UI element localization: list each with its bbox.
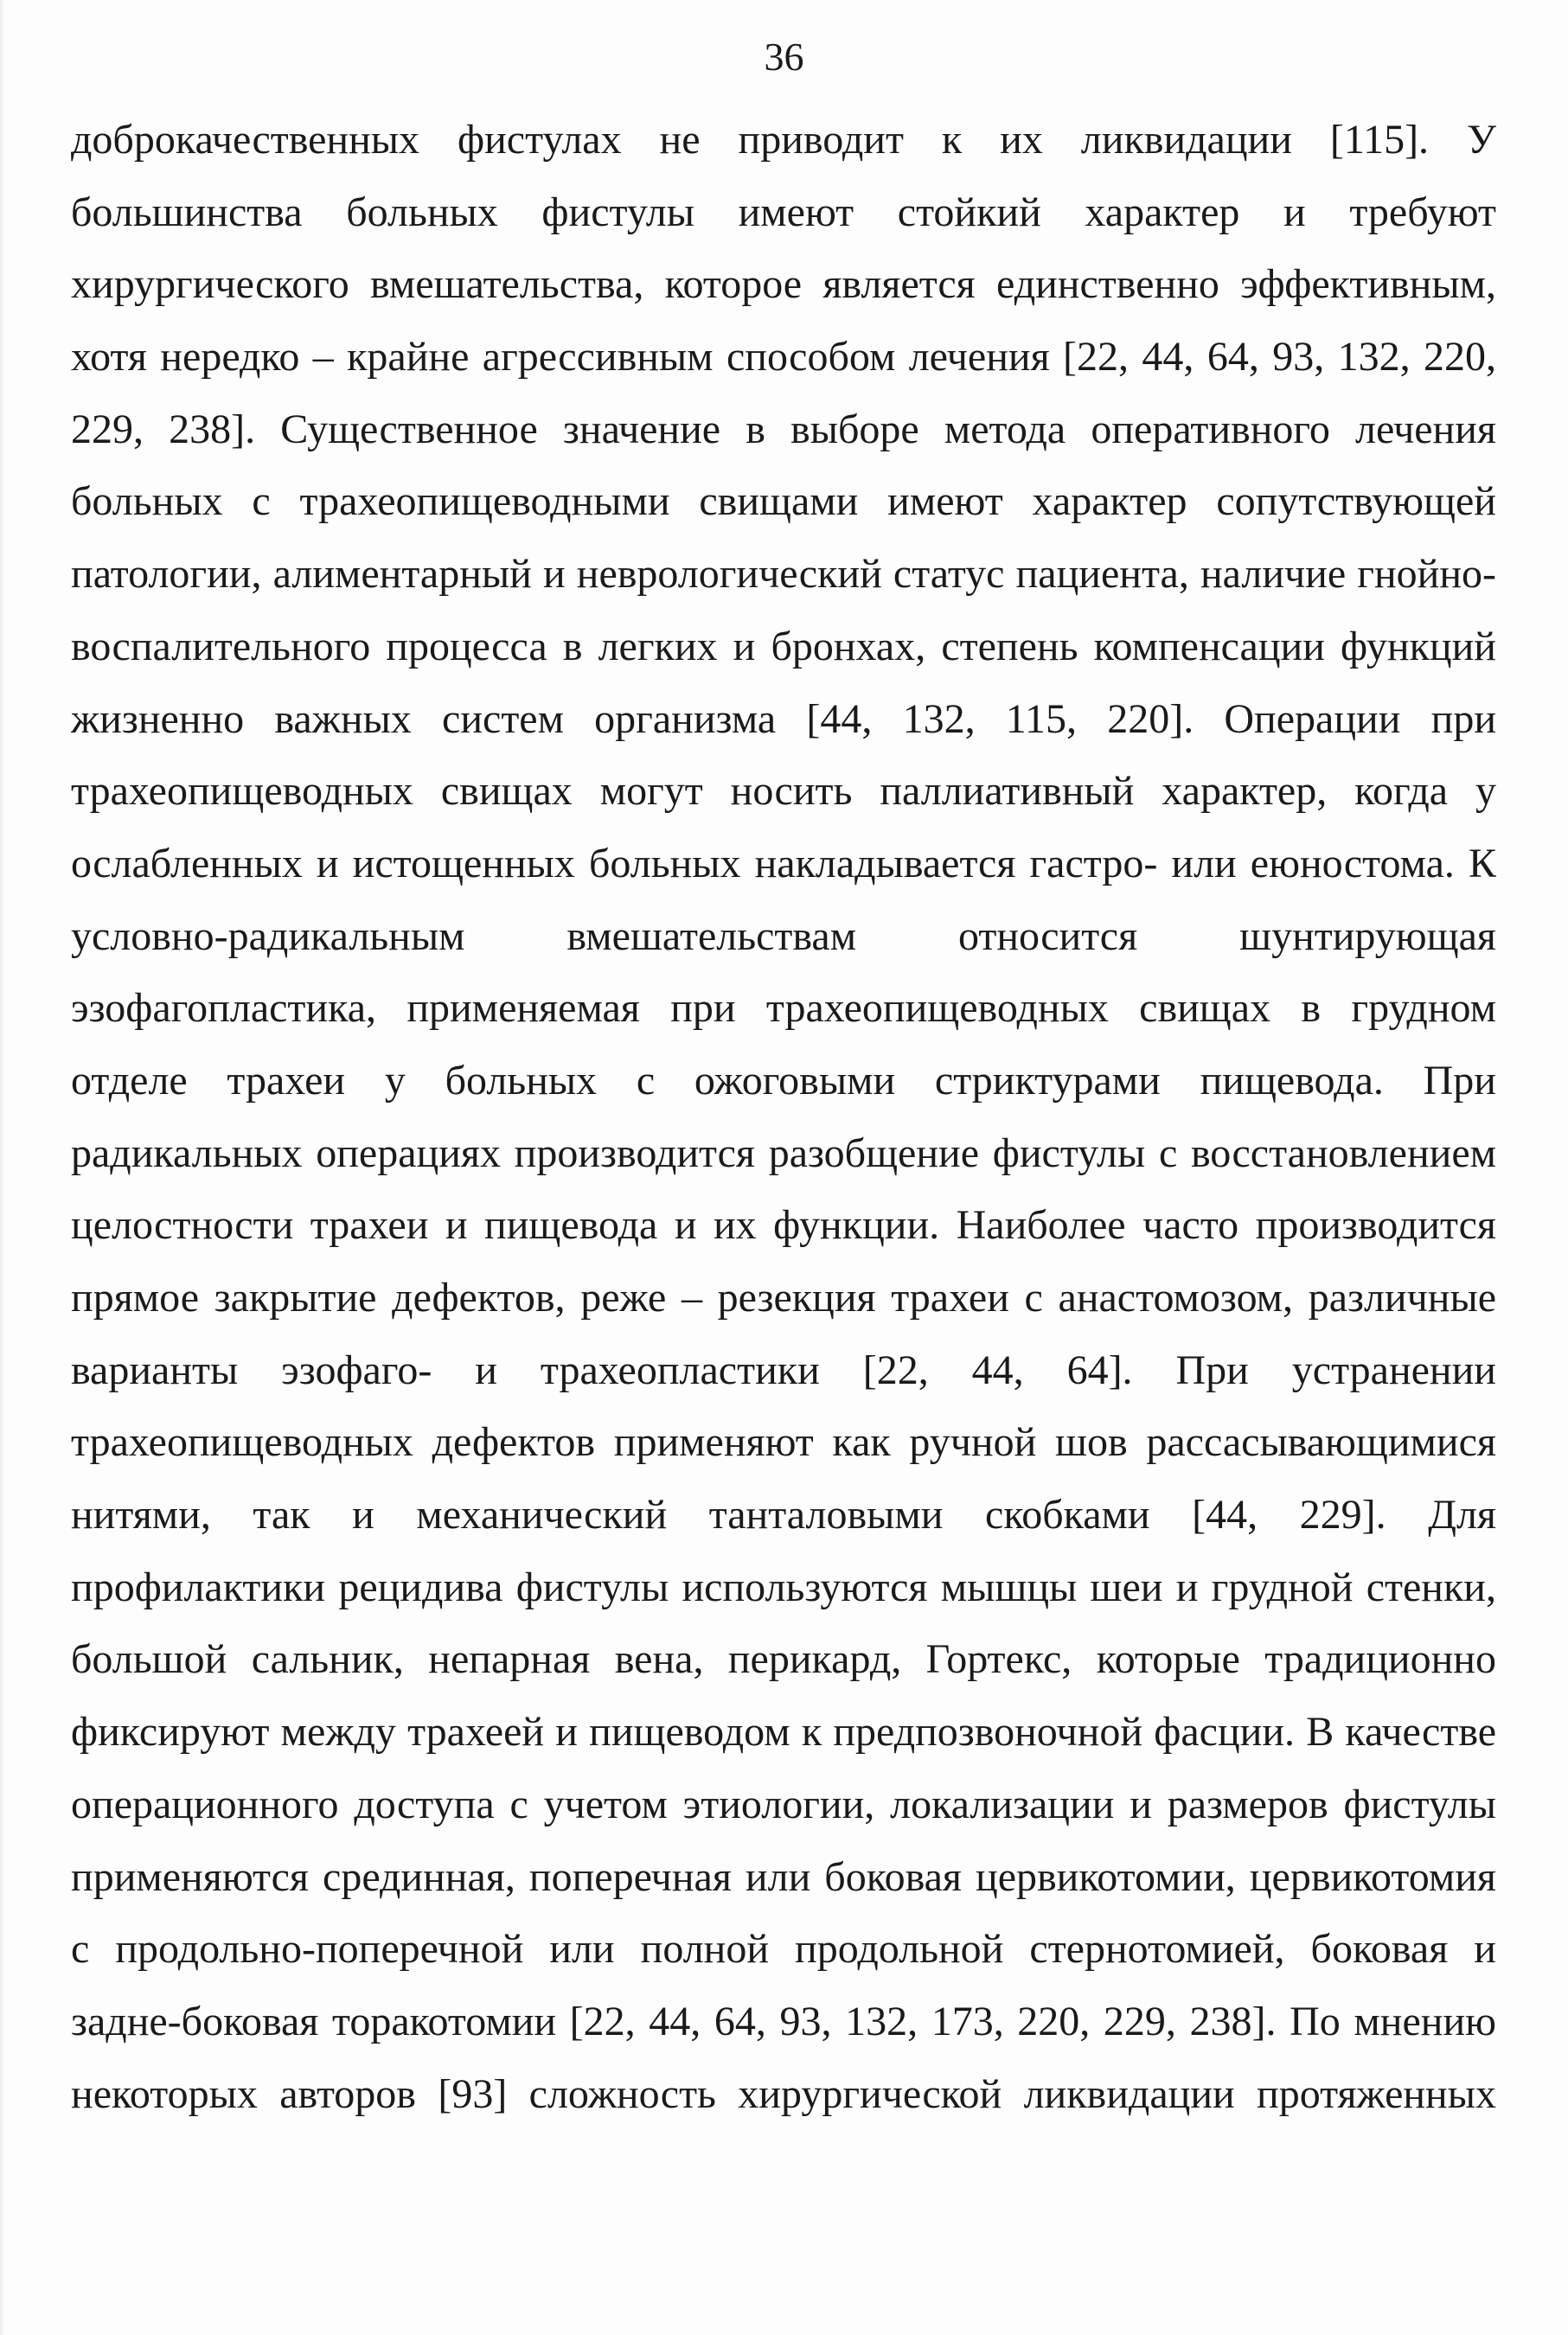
text-line: задне-боковая торакотомии [22, 44, 64, 93, 132, 173, 220, 229, 238]. По мнению	[71, 1998, 1496, 2044]
text-line: трахеопищеводных свищах могут носить паллиативный характер, когда у	[71, 768, 1496, 815]
text-line: отделе трахеи у больных с ожоговыми стриктурами пищевода. При	[71, 1057, 1496, 1104]
text-line: хирургического вмешательства, которое является единственно эффективным,	[71, 261, 1496, 308]
text-line: 229, 238]. Существенное значение в выборе метода оперативного лечения	[71, 406, 1496, 452]
text-line: ослабленных и истощенных больных накладывается гастро- или еюностома. К	[71, 840, 1496, 886]
text-line: с продольно-поперечной или полной продольной стернотомией, боковая и	[71, 1926, 1496, 1973]
text-line: эзофагопластика, применяемая при трахеопищеводных свищах в грудном	[71, 985, 1496, 1032]
text-line: профилактики рецидива фистулы используются мышцы шеи и грудной стенки,	[71, 1564, 1496, 1610]
text-line: целостности трахеи и пищевода и их функции. Наиболее часто производится	[71, 1202, 1496, 1249]
scan-edge-shadow	[0, 0, 5, 2335]
text-line: прямое закрытие дефектов, реже – резекция трахеи с анастомозом, различные	[71, 1275, 1496, 1321]
text-line: фиксируют между трахеей и пищеводом к предпозвоночной фасции. В качестве	[71, 1709, 1496, 1756]
text-line: трахеопищеводных дефектов применяют как ручной шов рассасывающимися	[71, 1419, 1496, 1466]
text-line: больных с трахеопищеводными свищами имеют характер сопутствующей	[71, 478, 1496, 525]
text-line: варианты эзофаго- и трахеопластики [22, 44, 64]. При устранении	[71, 1347, 1496, 1393]
text-line: условно-радикальным вмешательствам относится шунтирующая	[71, 912, 1496, 959]
text-line: применяются срединная, поперечная или боковая цервикотомии, цервикотомия	[71, 1853, 1496, 1900]
text-line: большой сальник, непарная вена, перикард, Гортекс, которые традиционно	[71, 1636, 1496, 1683]
text-line: некоторых авторов [93] сложность хирургической ликвидации протяженных	[71, 2070, 1496, 2117]
text-line: доброкачественных фистулах не приводит к их ликвидации [115]. У	[71, 117, 1496, 163]
text-line: операционного доступа с учетом этиологии, локализации и размеров фистулы	[71, 1781, 1496, 1827]
text-line: воспалительного процесса в легких и бронхах, степень компенсации функций	[71, 623, 1496, 669]
text-line: большинства больных фистулы имеют стойкий характер и требуют	[71, 189, 1496, 235]
text-line: хотя нередко – крайне агрессивным способом лечения [22, 44, 64, 93, 132, 220,	[71, 334, 1496, 381]
text-line: патологии, алиментарный и неврологический статус пациента, наличие гнойно-	[71, 551, 1496, 598]
body-paragraph	[71, 104, 1496, 2130]
text-line: радикальных операциях производится разобщение фистулы с восстановлением	[71, 1129, 1496, 1176]
text-line: нитями, так и механический танталовыми скобками [44, 229]. Для	[71, 1492, 1496, 1539]
page-number: 36	[764, 35, 804, 79]
text-line: жизненно важных систем организма [44, 132, 115, 220]. Операции при	[71, 695, 1496, 742]
